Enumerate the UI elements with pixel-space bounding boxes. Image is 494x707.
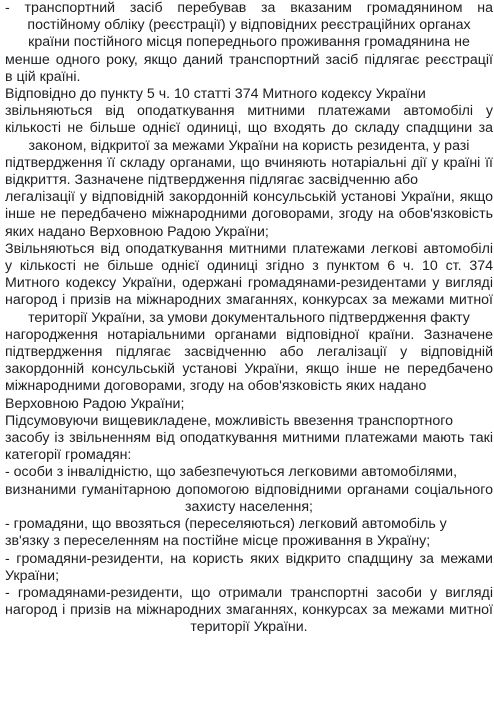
text-line: в цій країні. <box>5 68 81 85</box>
text-line: інше не передбачено міжнародними договорами, згоду на обов'язковість <box>5 206 493 223</box>
text-line: засобу із звільненням від оподаткування митними платежами мають такі <box>5 430 493 447</box>
paragraph <box>5 241 493 413</box>
paragraph <box>5 585 493 637</box>
text-line: міжнародними договорами, згоду на обов'язковість яких надано <box>5 378 427 395</box>
text-line: менше одного року, якщо даний транспортний засіб підлягає реєстрації <box>5 51 493 68</box>
text-line: - громадянами-резиденти, що отримали транспортні засоби у вигляді <box>5 584 493 601</box>
text-line: відкриття. Зазначене підтвердження підлягає засвідченню або <box>5 172 419 189</box>
text-line: - громадяни, що ввозяться (переселяються) легковий автомобіль у <box>5 516 447 533</box>
text-line: Митного кодексу України, одержані громадянами-резидентами у вигляді <box>5 275 493 292</box>
text-line: території України, за умови документального підтвердження факту <box>28 309 470 326</box>
text-line: зв'язку з переселенням на постійне місце проживання в Україну; <box>5 533 431 550</box>
text-line: звільняються від оподаткування митними платежами автомобілі у <box>5 103 493 120</box>
text-line: закордонній консульській установі України, якщо інше не передбачено <box>5 361 493 378</box>
text-line: у кількості не більше однієї одиниці згідно з пунктом 6 ч. 10 ст. 374 <box>5 258 493 275</box>
text-line: захисту населення; <box>185 498 313 515</box>
paragraph <box>5 516 493 550</box>
text-line: постійному обліку (реєстрації) у відповідних реєстраційних органах <box>27 17 471 34</box>
paragraph <box>5 413 493 465</box>
text-line: законом, відкритої за межами України на користь резидента, у разі <box>28 137 470 154</box>
text-line: країни постійного місця попереднього проживання громадянина не <box>28 34 470 51</box>
paragraph <box>5 464 493 516</box>
text-line: Підсумовуючи вищевикладене, можливість ввезення транспортного <box>5 412 453 429</box>
text-line: підтвердження підлягає засвідченню або легалізації у відповідній <box>5 344 493 361</box>
text-line: кількості не більше однієї одиниці, що входять до складу спадщини за <box>5 120 493 137</box>
text-line: нагород і призів на міжнародних змаганнях, конкурсах за межами митної <box>5 602 493 619</box>
text-line: нагород і призів на міжнародних змаганнях, конкурсах за межами митної <box>5 292 493 309</box>
paragraph <box>5 0 493 86</box>
text-line: легалізації у відповідній закордонній консульській установі України, якщо <box>5 189 493 206</box>
text-line: України; <box>5 567 60 584</box>
text-line: Верховною Радою України; <box>5 395 185 412</box>
text-line: яких надано Верховною Радою України; <box>5 223 269 240</box>
text-line: території України. <box>190 619 308 636</box>
text-line: підтвердження її складу органами, що вчиняють нотаріальні дії у країні її <box>5 154 493 171</box>
text-line: - транспортний засіб перебував за вказаним громадянином на <box>5 0 493 16</box>
post-text-body <box>5 0 493 637</box>
text-line: Звільняються від оподаткування митними платежами легкові автомобілі <box>5 240 493 257</box>
text-line: - громадяни-резиденти, на користь яких відкрито спадщину за межами <box>5 550 493 567</box>
text-line: Відповідно до пункту 5 ч. 10 статті 374 Митного кодексу України <box>5 86 426 103</box>
paragraph <box>5 551 493 585</box>
text-line: - особи з інвалідністю, що забезпечуються легковими автомобілями, <box>5 464 458 481</box>
paragraph <box>5 86 493 241</box>
text-line: нагородження нотаріальними органами відповідної країни. Зазначене <box>5 326 493 343</box>
text-line: визнаними гуманітарною допомогою відповідними органами соціального <box>5 481 493 498</box>
text-line: категорії громадян: <box>5 447 132 464</box>
